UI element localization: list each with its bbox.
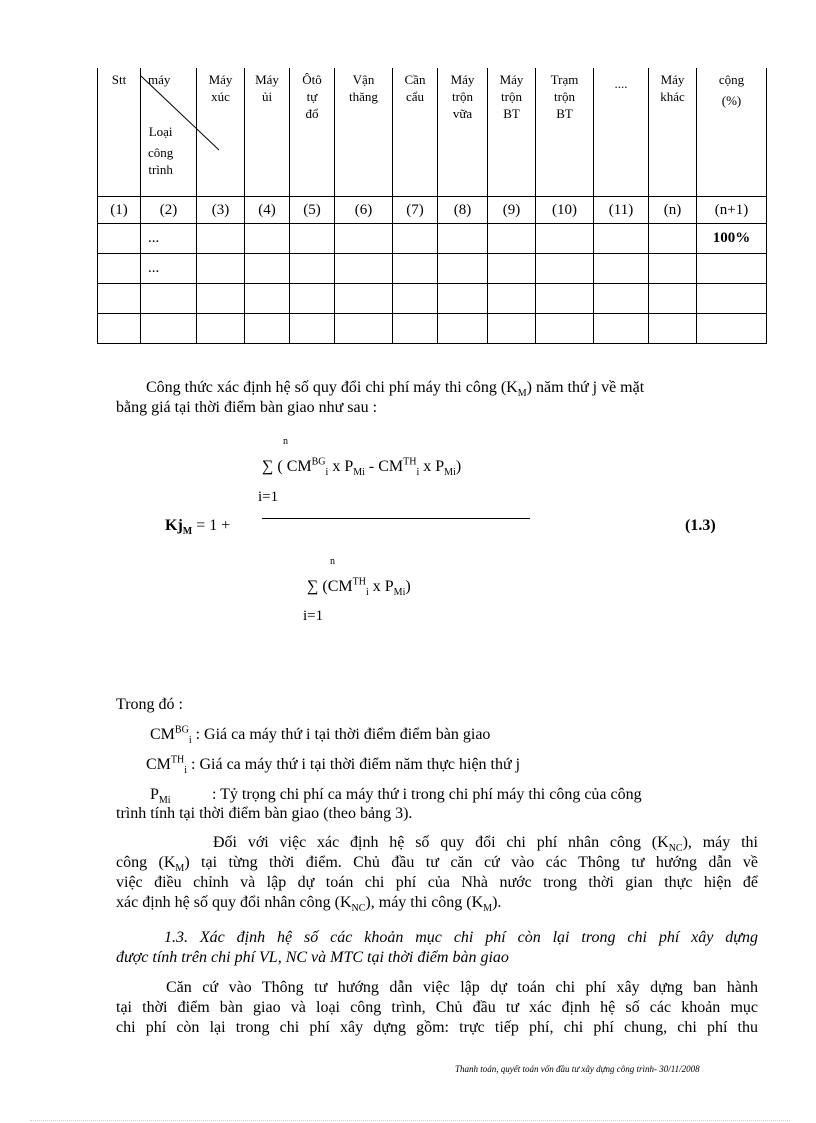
section-heading-1-3: 1.3. Xác định hệ số các khoản mục chi phí còn lại trong chi phí xây dựng được tính trên chi phí VL, NC và MTC tại thời điểm bàn giao	[116, 929, 758, 966]
header-may-ui: Máy ủi	[245, 68, 290, 197]
header-stt: Stt	[98, 68, 141, 197]
header-may-xuc: Máy xúc	[197, 68, 245, 197]
formula-n-top: n	[283, 436, 288, 447]
table-row	[98, 314, 767, 344]
formula-denominator: ∑ ($CMTH_i$ x $P_{Mi}$)	[307, 576, 411, 599]
def-pmi-label: $P_{Mi}$	[150, 786, 171, 807]
table-row	[98, 224, 767, 254]
col-num-1: (1)	[98, 197, 141, 224]
header-may-khac: Máy khác	[649, 68, 697, 197]
header-van-thang: Vận thăng	[335, 68, 393, 197]
table-header-row	[98, 68, 767, 197]
fraction-bar	[262, 518, 530, 519]
def-pmi-text: : Tỷ trọng chi phí ca máy thứ i trong chi phí máy thi công của công	[212, 786, 642, 803]
intro-paragraph: Công thức xác định hệ số quy đổi chi phí máy thi công $(K_M)$ năm thứ j về mặt bằng giá tại thời điểm bàn giao như sau :	[116, 379, 645, 416]
formula-n-bottom: n	[330, 556, 335, 567]
header-may-tron-vua: Máy trộn vữa	[438, 68, 488, 197]
paragraph-remaining-costs: Căn cứ vào Thông tư hướng dẫn việc lập dự toán chi phí xây dựng ban hành tại thời điểm bàn giao và loại công trình, Chủ đầu tư xác định hệ số các khoản mục chi phí còn lại trong chi phí xây dựng gồm: trực tiếp phí, chi phí chung, chi phí thu	[116, 979, 758, 1036]
formula-i-bottom: i=1	[303, 608, 324, 624]
formula-i-top: i=1	[258, 489, 279, 505]
row1-ellipsis: ...	[141, 224, 197, 254]
table-row	[98, 284, 767, 314]
col-num-8: (8)	[438, 197, 488, 224]
paragraph-labor-machine: Đối với việc xác định hệ số quy đổi chi phí nhân công $(K_{NC})$, máy thi công $(K_M)$ tại từng thời điểm. Chủ đầu tư căn cứ vào các Thông tư hướng dẫn về việc điều chỉnh và lập dự toán chi phí của Nhà nước trong thời gian thực hiện để xác định hệ số quy đổi nhân công $(K_{NC})$, máy thi công $(K_M)$.	[116, 834, 758, 915]
col-num-3: (3)	[197, 197, 245, 224]
col-num-4: (4)	[245, 197, 290, 224]
machine-cost-table	[97, 68, 767, 344]
col-num-11: (11)	[594, 197, 649, 224]
row2-ellipsis: ...	[141, 254, 197, 284]
formula-lhs: $Kj_M = 1$ +	[165, 517, 231, 538]
header-may-tron-bt: Máy trộn BT	[488, 68, 536, 197]
col-num-7: (7)	[393, 197, 438, 224]
col-num-9: (9)	[488, 197, 536, 224]
header-can-cau: Cần cẩu	[393, 68, 438, 197]
header-may: máy	[148, 72, 171, 87]
header-cong: cộng (%)	[697, 68, 767, 197]
table-row	[98, 254, 767, 284]
col-num-5: (5)	[290, 197, 335, 224]
col-num-10: (10)	[536, 197, 594, 224]
header-oto-tu-do: Ôtô tự đổ	[290, 68, 335, 197]
def-pmi-text-cont: trình tính tại thời điểm bàn giao (theo bảng 3).	[116, 805, 413, 822]
page-bottom-divider	[30, 1120, 790, 1121]
page-footer: Thanh toán, quyết toán vốn đầu tư xây dựng công trình- 30/11/2008	[455, 1064, 700, 1074]
formula-numerator: ∑ ( $CM^{BG}_i$ x $P_{Mi} - CMTH_i$ x $P_{Mi}$)	[262, 456, 462, 479]
table-number-row	[98, 197, 767, 224]
def-cm-bg: $CM^{BG}_i$ : Giá ca máy thứ i tại thời điểm điểm bàn giao	[150, 724, 491, 747]
equation-number: (1.3)	[685, 517, 716, 534]
col-num-6: (6)	[335, 197, 393, 224]
where-title: Trong đó :	[116, 696, 183, 713]
header-diagonal-cell	[141, 68, 197, 197]
header-ellipsis: ....	[594, 68, 649, 197]
col-num-n-plus-1: (n+1)	[697, 197, 767, 224]
header-tram-tron-bt: Trạm trộn BT	[536, 68, 594, 197]
row1-total: 100%	[697, 224, 767, 254]
col-num-n: (n)	[649, 197, 697, 224]
def-cm-th: $CMTH_i$ : Giá ca máy thứ i tại thời điểm năm thực hiện thứ j	[146, 754, 521, 777]
col-num-2: (2)	[141, 197, 197, 224]
header-loai-cong-trinh: Loại công trình	[148, 124, 174, 177]
